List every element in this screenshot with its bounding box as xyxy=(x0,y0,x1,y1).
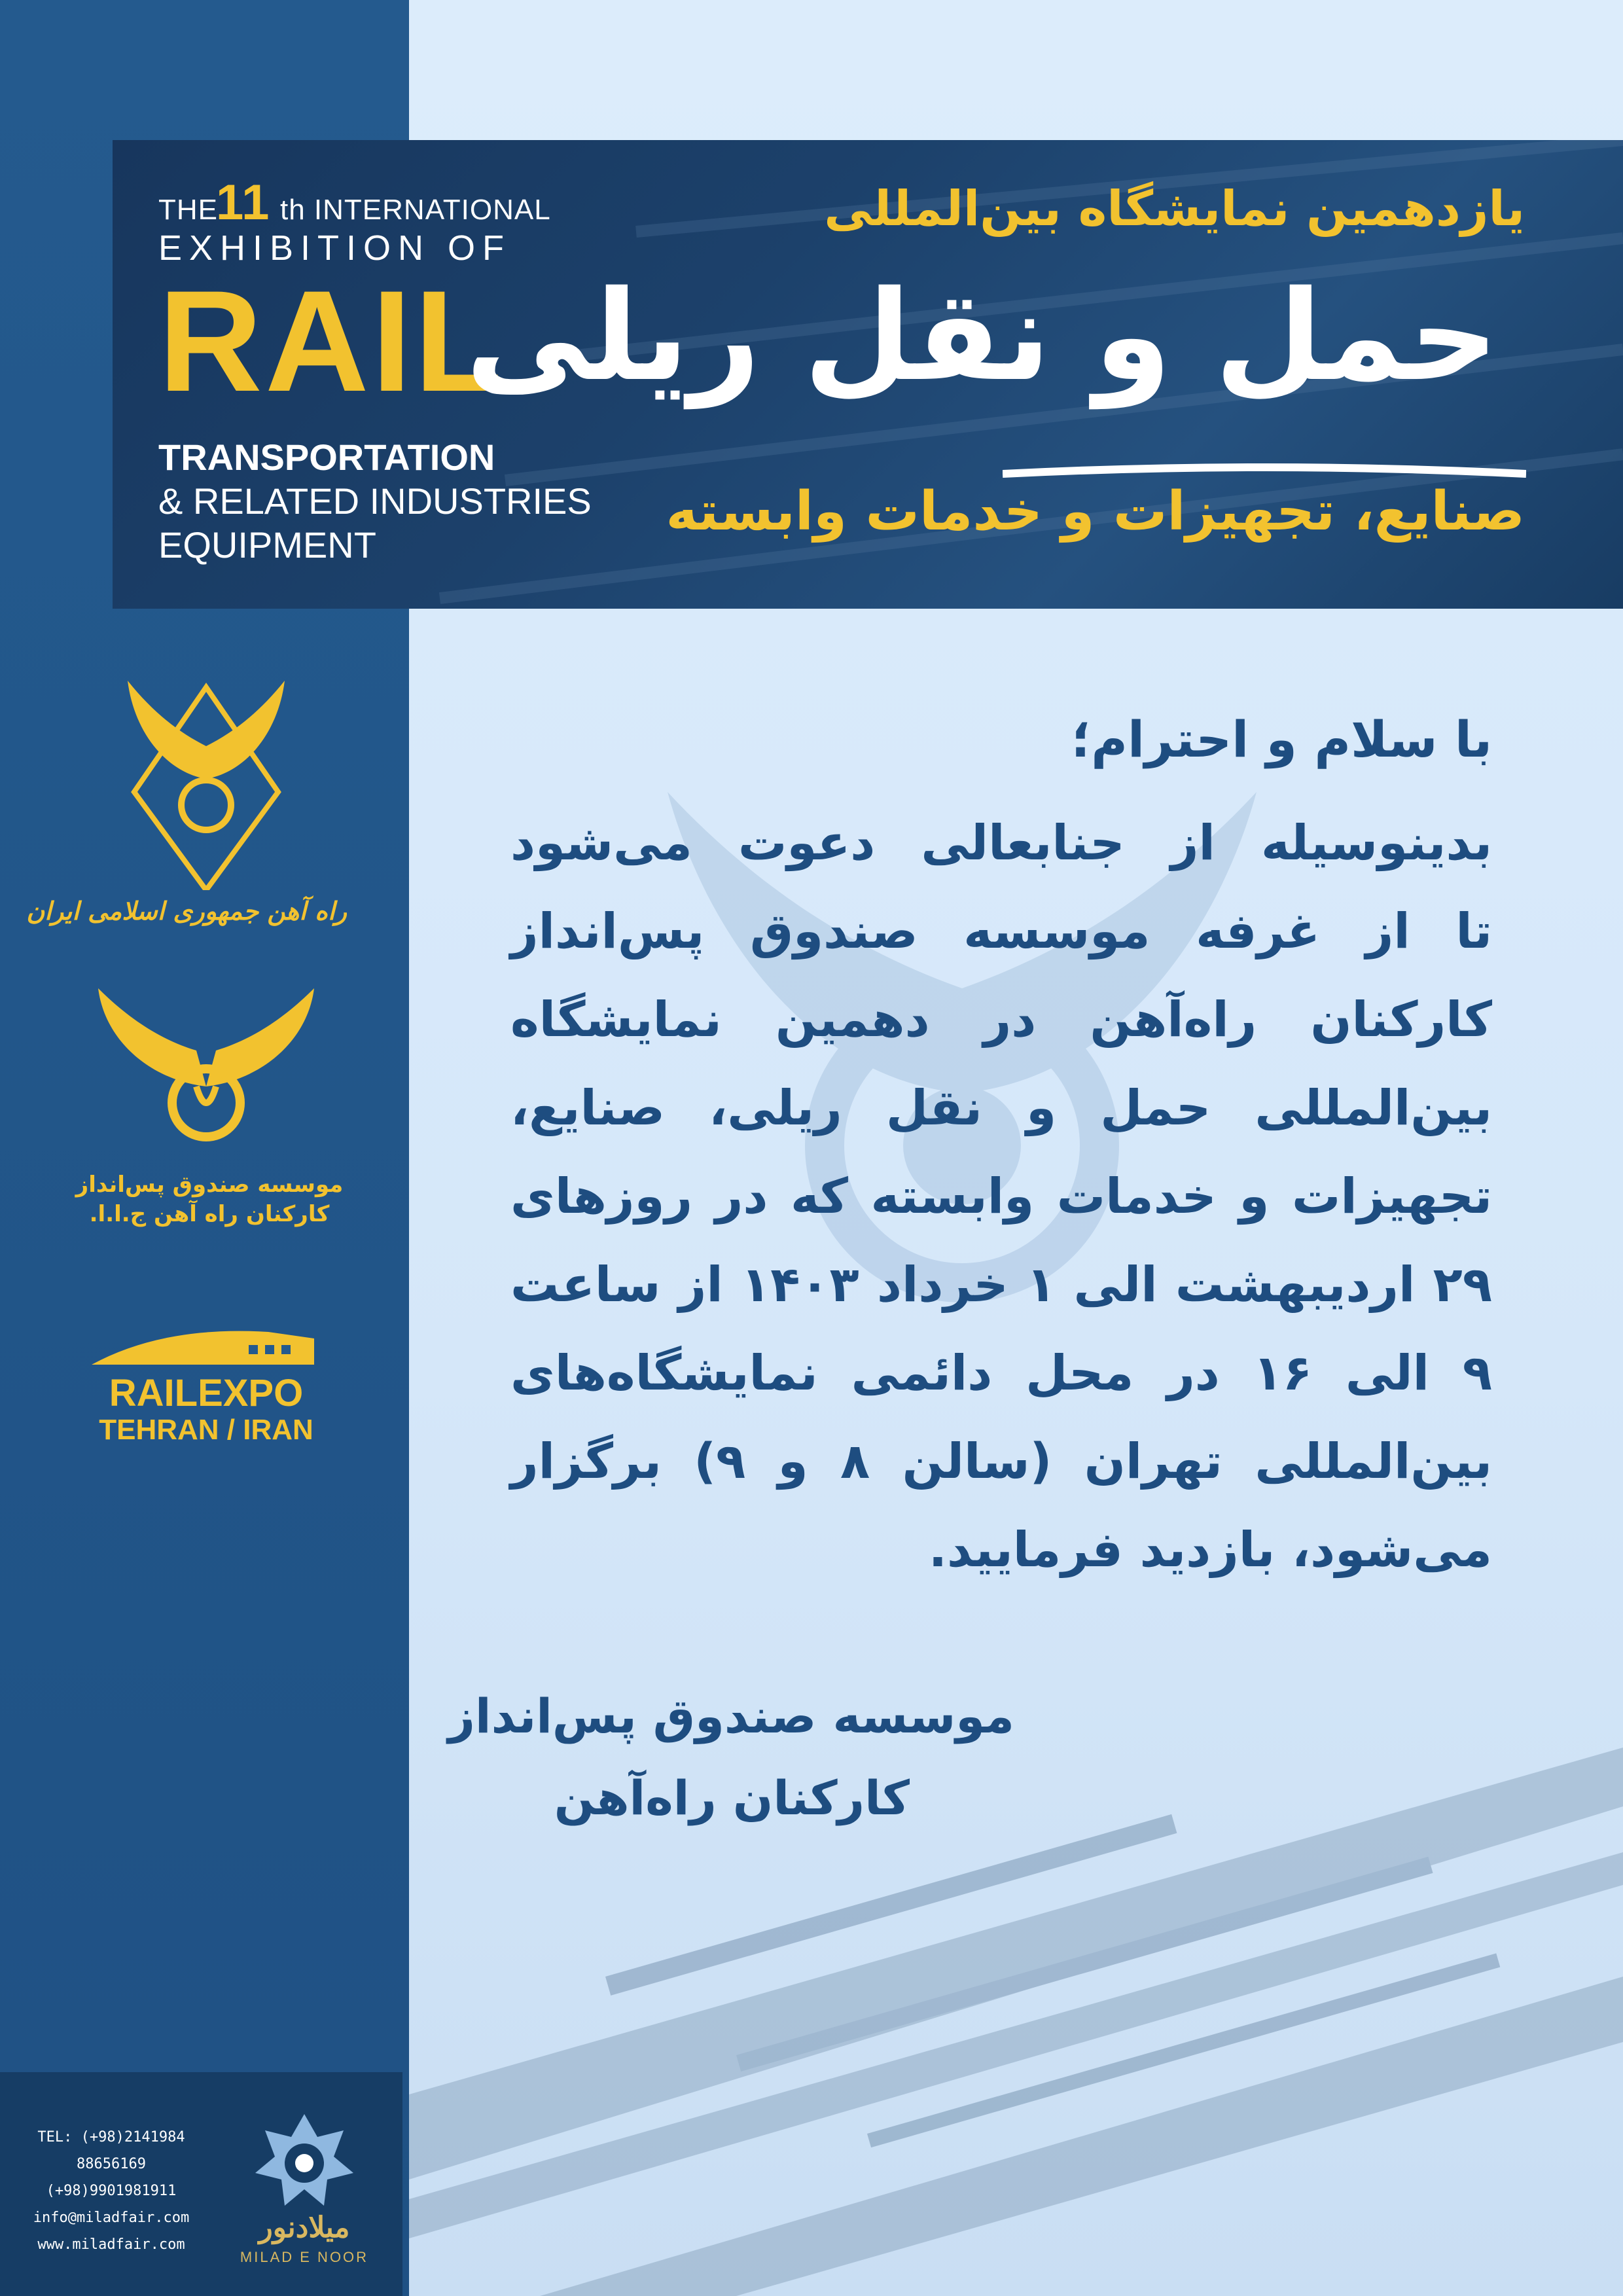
edition-number: 11 xyxy=(216,175,270,230)
letter-line-1: بدینوسیله از جنابعالی دعوت می‌شود xyxy=(510,815,1492,871)
persian-title-main: حمل و نقل ریلی xyxy=(465,264,1499,408)
railexpo-wordmark: RAILEXPO xyxy=(109,1372,304,1414)
iran-railways-logo-icon xyxy=(121,674,291,890)
title-equipment: EQUIPMENT xyxy=(158,524,376,565)
railexpo-location: TEHRAN / IRAN xyxy=(99,1414,313,1446)
letter-line-5: تجهیزات و خدمات وابسته که در روزهای xyxy=(510,1168,1492,1225)
letter-line-2: تا از غرفه موسسه صندوق پس‌انداز xyxy=(510,903,1492,960)
persian-title-top: یازدهمین نمایشگاه بین‌المللی xyxy=(824,181,1525,237)
contact-tel-1: TEL: (+98)2141984 xyxy=(37,2129,185,2145)
signature-line-1: موسسه صندوق پس‌انداز xyxy=(448,1689,1014,1744)
letter-line-4: بین‌المللی حمل و نقل ریلی، صنایع، xyxy=(510,1080,1492,1136)
title-transportation: TRANSPORTATION xyxy=(158,437,495,478)
milad-e-noor-logo-icon xyxy=(252,2111,357,2215)
savings-fund-caption-2: کارکنان راه آهن ج.ا.ا. xyxy=(89,1201,330,1227)
iran-railways-caption: راه آهن جمهوری اسلامی ایران xyxy=(26,897,347,925)
title-international: th INTERNATIONAL xyxy=(280,194,551,226)
contact-tel-3: (+98)9901981911 xyxy=(46,2183,177,2199)
title-the: THE xyxy=(158,194,218,226)
letter-line-7: ۹ الی ۱۶ در محل دائمی نمایشگاه‌های xyxy=(510,1345,1493,1401)
contact-tel-2: 88656169 xyxy=(77,2156,146,2172)
title-rail: RAIL xyxy=(158,260,505,422)
railexpo-train-icon xyxy=(85,1325,321,1371)
exhibition-banner xyxy=(113,140,1623,609)
letter-greeting: با سلام و احترام؛ xyxy=(1071,710,1492,768)
milad-e-noor-en: MILAD E NOOR xyxy=(240,2249,369,2265)
letter-line-3: کارکنان راه‌آهن در دهمین نمایشگاه xyxy=(510,992,1492,1048)
savings-fund-logo-icon xyxy=(92,988,321,1145)
title-exhibition-of: EXHIBITION OF xyxy=(158,228,512,268)
signature-line-2: کارکنان راه‌آهن xyxy=(554,1770,910,1825)
savings-fund-caption-1: موسسه صندوق پس‌انداز xyxy=(75,1172,344,1198)
persian-subtitle: صنایع، تجهیزات و خدمات وابسته xyxy=(666,480,1525,543)
letter-line-8: بین‌المللی تهران (سالن ۸ و ۹) برگزار xyxy=(510,1433,1492,1490)
contact-info xyxy=(26,2124,196,2258)
letter-line-6: ۲۹ اردیبهشت الی ۱ خرداد ۱۴۰۳ از ساعت xyxy=(510,1257,1492,1313)
title-related-industries: & RELATED INDUSTRIES xyxy=(158,480,592,522)
contact-website: www.miladfair.com xyxy=(37,2236,185,2253)
milad-e-noor-fa: میلادنور xyxy=(259,2212,350,2244)
contact-email: info@miladfair.com xyxy=(33,2210,190,2226)
letter-line-9: می‌شود، بازدید فرمایید. xyxy=(928,1522,1492,1578)
